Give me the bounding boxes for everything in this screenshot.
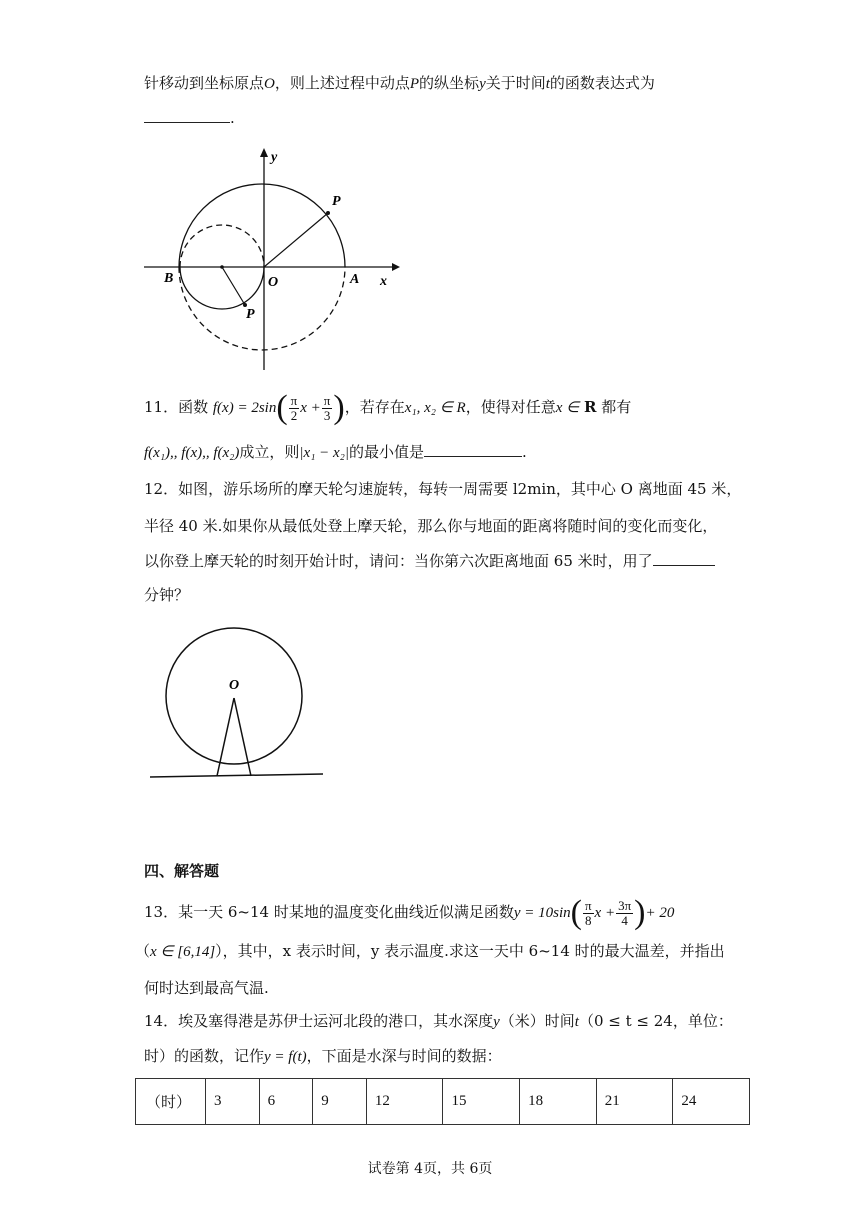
water-depth-table [135, 1078, 750, 1125]
fraction: $\frac{\pi}{3}$ [323, 392, 331, 423]
q13-line-3: 何时达到最高气温. [144, 979, 269, 997]
table-cell: 12 [366, 1079, 443, 1125]
q12-line-2: 半径 40 米.如果你从最低处登上摩天轮，那么你与地面的距离将随时间的变化而变化， [144, 517, 718, 535]
point-B-label: B [164, 271, 174, 286]
table-cell: 21 [596, 1079, 673, 1125]
q14-line-1: 14．埃及塞得港是苏伊士运河北段的港口，其水深度y（米）时间t（0 ≤ t ≤ 24，单位： [144, 1012, 733, 1030]
q10-text-line: 针移动到坐标原点O，则上述过程中动点P的纵坐标y关于时间t的函数表达式为 [144, 74, 655, 92]
point-P-upper-label: P [332, 194, 341, 209]
y-axis-label: y [271, 150, 278, 165]
point-P-lower-label: P [246, 307, 255, 322]
answer-blank [144, 106, 230, 123]
q10-answer-line: . [144, 106, 235, 129]
table-header-cell: （时） [136, 1079, 206, 1125]
q13-line-2: （x ∈ [6,14]），其中，x 表示时间，y 表示温度.求这一天中 6~14 时的最大温差，并指出 [135, 942, 725, 960]
table-cell: 6 [259, 1079, 313, 1125]
point-A-label: A [350, 272, 360, 287]
ferris-wheel-figure [145, 622, 330, 782]
center-O-label: O [229, 678, 240, 693]
q14-line-2: 时）的函数，记作y = f(t)，下面是水深与时间的数据： [144, 1047, 502, 1065]
q10-circle-figure [140, 145, 400, 375]
x-axis-label: x [380, 274, 387, 289]
answer-blank [424, 440, 522, 457]
q12-line-3: 以你登上摩天轮的时刻开始计时，请问：当你第六次距离地面 65 米时，用了 [144, 549, 715, 572]
table-cell: 15 [443, 1079, 520, 1125]
fraction: $\frac{3\pi}{4}$ [618, 897, 632, 928]
q12-line-1: 12．如图，游乐场所的摩天轮匀速旋转，每转一周需要 l2min，其中心 O 离地面 45 米， [144, 480, 742, 498]
point-O-label: O [268, 275, 279, 290]
page-footer: 试卷第 4页，共 6页 [367, 1161, 493, 1177]
q13-line-1: 13．某一天 6~14 时某地的温度变化曲线近似满足函数y = 10sin( $\frac{\pi}{8}$ x + $\frac{3\pi}{4}$ )+ 20 [144, 894, 675, 931]
answer-blank [653, 549, 715, 566]
q11-line-2: f(x₁),, f(x),, f(x₂)成立，则|x₁ − x₂|的最小值是 . [144, 440, 527, 464]
table-cell: 18 [520, 1079, 597, 1125]
table-cell: 3 [206, 1079, 260, 1125]
fraction: $\frac{\pi}{8}$ [584, 897, 592, 928]
table-cell: 24 [673, 1079, 750, 1125]
table-row [136, 1079, 750, 1125]
table-cell: 9 [313, 1079, 367, 1125]
section-title: 四、解答题 [144, 862, 220, 880]
q11-line-1: 11．函数 f(x) = 2sin( $\frac{\pi}{2}$ x + $\frac{\pi}{3}$ )，若存在x₁, x₂ ∈ R，使得对任意x ∈ R 都有 [144, 389, 632, 426]
q12-line-4: 分钟？ [144, 586, 190, 604]
fraction: $\frac{\pi}{2}$ [290, 392, 298, 423]
